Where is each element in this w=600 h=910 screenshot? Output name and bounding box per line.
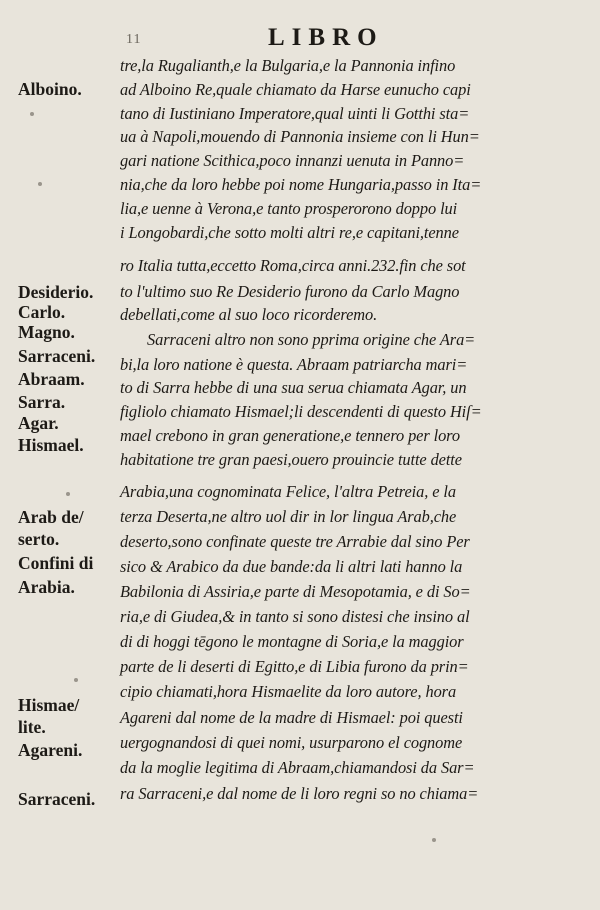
margin-note: Carlo. (18, 302, 66, 322)
margin-note: Agar. (18, 413, 59, 433)
text-line: tre,la Rugalianth,e la Bulgaria,e la Pannonia infino (120, 56, 456, 75)
text-line: to di Sarra hebbe di una sua serua chiamata Agar, un (120, 378, 467, 397)
margin-note: Sarra. (18, 392, 66, 412)
text-line: bi,la loro natione è questa. Abraam patriarcha mari= (120, 355, 468, 374)
text-line: to l'ultimo suo Re Desiderio furono da Carlo Magno (120, 282, 460, 301)
text-line: Agareni dal nome de la madre di Hismael: poi questi (120, 708, 463, 727)
text-line: ria,e di Giudea,& in tanto si sono distesi che insino al (120, 607, 470, 626)
margin-note: Arabia. (18, 577, 75, 597)
text-line: uergognandosi di quei nomi, usurparono el cognome (120, 733, 463, 752)
text-line: ro Italia tutta,eccetto Roma,circa anni.232.fin che sot (120, 256, 466, 275)
text-line: deserto,sono confinate queste tre Arrabie dal sino Per (120, 532, 470, 551)
page-number: 11 (126, 32, 142, 47)
margin-note: Magno. (18, 322, 75, 342)
text-line: Babilonia di Assiria,e parte di Mesopotamia, e di So= (120, 582, 471, 601)
text-line: habitatione tre gran paesi,ouero prouincie tutte dette (120, 450, 462, 469)
text-line: ra Sarraceni,e dal nome de li loro regni so no chiama= (120, 784, 479, 803)
text-line: Arabia,una cognominata Felice, l'altra Petreia, e la (120, 482, 456, 501)
text-line: ad Alboino Re,quale chiamato da Harse eunucho capi (120, 80, 471, 99)
text-line: parte de li deserti di Egitto,e di Libia furono da prin= (120, 657, 469, 676)
margin-note: Alboino. (18, 79, 82, 99)
text-line: Sarraceni altro non sono pprima origine che Ara= (147, 330, 476, 349)
text-line: sico & Arabico da due bande:da li altri lati hanno la (120, 557, 463, 576)
text-line: i Longobardi,che sotto molti altri re,e capitani,tenne (120, 223, 459, 242)
margin-note: Agareni. (18, 740, 83, 760)
text-line: nia,che da loro hebbe poi nome Hungaria,passo in Ita= (120, 175, 482, 194)
running-head: LIBRO (268, 24, 384, 51)
ink-speck (38, 182, 42, 186)
margin-note: Hismae/ (18, 695, 80, 715)
margin-note: Hismael. (18, 435, 84, 455)
text-line: lia,e uenne à Verona,e tanto prosperorono doppo lui (120, 199, 458, 218)
margin-note: lite. (18, 717, 46, 737)
text-line: gari natione Scithica,poco innanzi uenuta in Panno= (120, 151, 465, 170)
text-line: tano di Iustiniano Imperatore,qual uinti li Gotthi sta= (120, 104, 470, 123)
text-line: cipio chiamati,hora Hismaelite da loro autore, hora (120, 682, 457, 701)
ink-speck (432, 838, 436, 842)
text-line: mael crebono in gran generatione,e tennero per loro (120, 426, 460, 445)
margin-note: Arab de/ (18, 507, 84, 527)
ink-speck (74, 678, 78, 682)
text-line: ua à Napoli,mouendo di Pannonia insieme con li Hun= (120, 127, 480, 146)
text-line: debellati,come al suo loco ricorderemo. (120, 305, 378, 324)
margin-note: Desiderio. (18, 282, 94, 302)
ink-speck (66, 492, 70, 496)
ink-speck (30, 112, 34, 116)
margin-note: Abraam. (18, 369, 85, 389)
margin-note: serto. (18, 529, 60, 549)
margin-note: Sarraceni. (18, 346, 96, 366)
text-line: di di hoggi tēgono le montagne di Soria,e la maggior (120, 632, 464, 651)
margin-note: Confini di (18, 553, 94, 573)
margin-note: Sarraceni. (18, 789, 96, 809)
text-line: terza Deserta,ne altro uol dir in lor lingua Arab,che (120, 507, 457, 526)
text-line: figliolo chiamato Hismael;li descendenti di questo Hiſ= (120, 402, 482, 421)
text-line: da la moglie legitima di Abraam,chiamandosi da Sar= (120, 758, 475, 777)
